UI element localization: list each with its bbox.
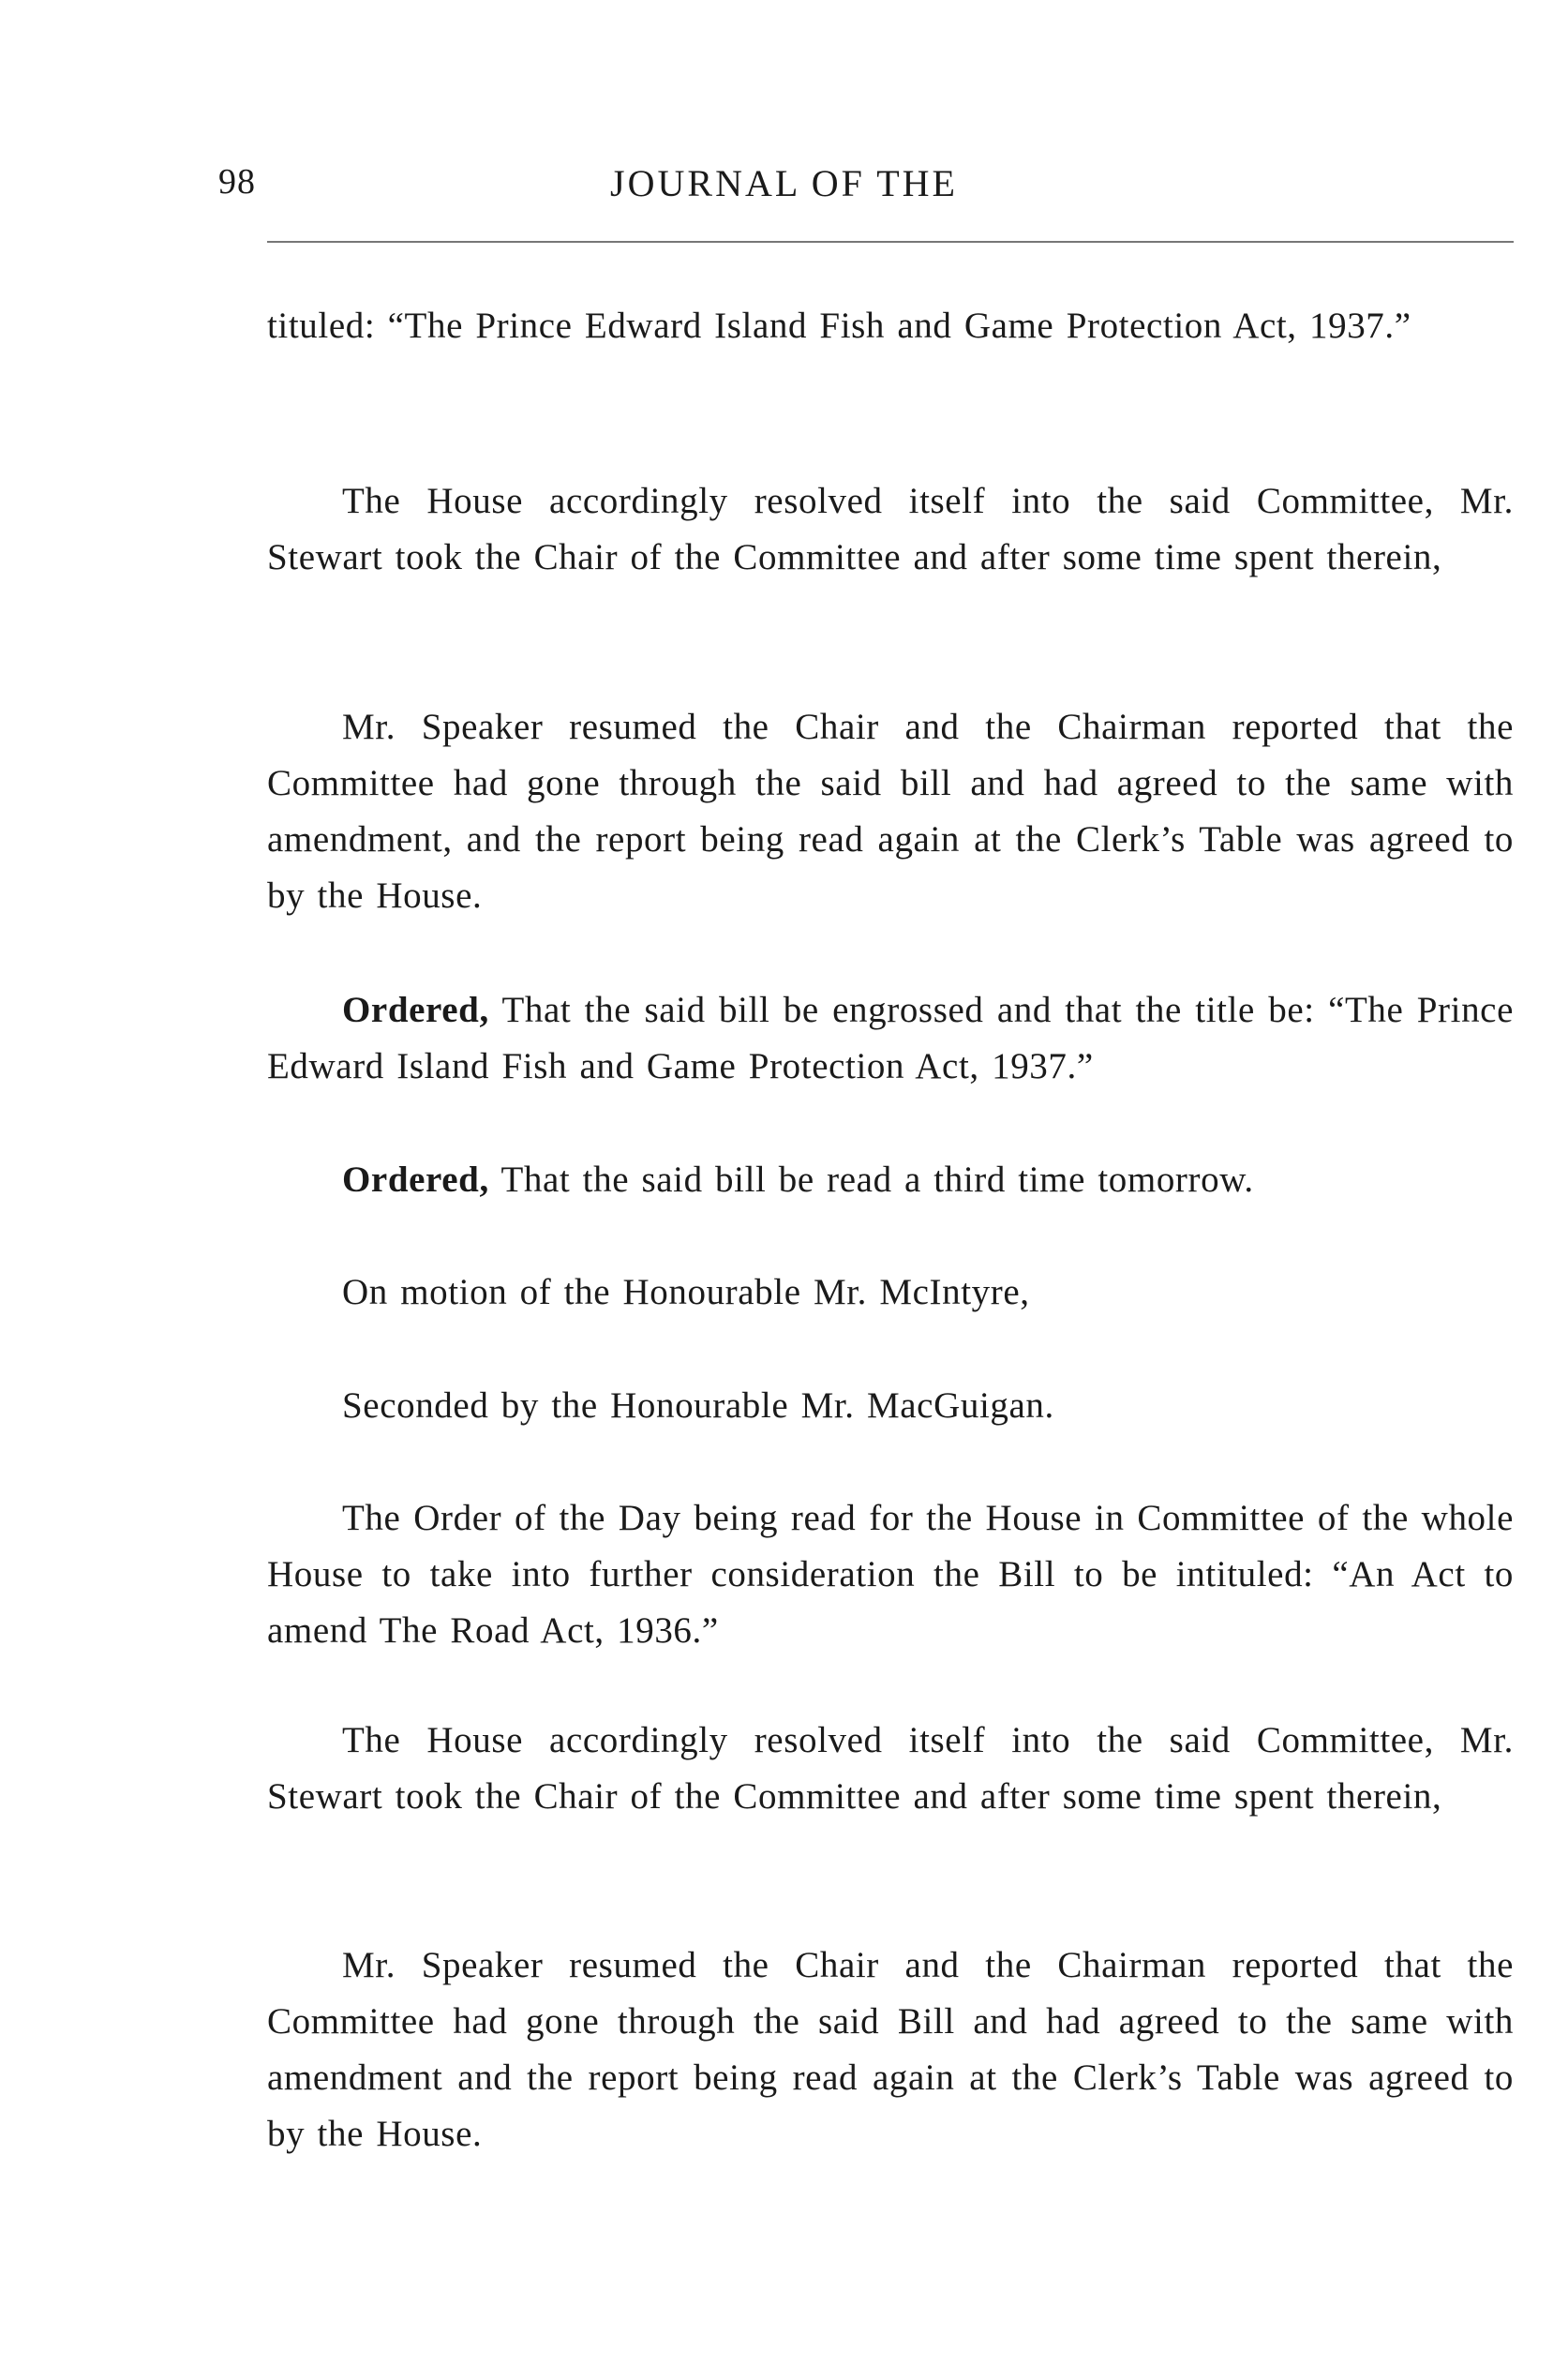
paragraph-text: Seconded by the Honourable Mr. MacGuigan. [342,1385,1054,1426]
page-number: 98 [218,162,256,202]
ordered-label: Ordered, [342,990,489,1030]
paragraph-text: On motion of the Honourable Mr. McIntyre, [342,1272,1030,1312]
paragraph-ordered-engrossed [267,982,1514,1095]
paragraph-title-continuation [267,298,1514,354]
paragraph-text: That the said bill be engrossed and that the title be: “The Prince Edward Island Fish and Game Protection Act, 1937.” [267,990,1514,1086]
paragraph-seconded [267,1378,1514,1434]
paragraph-text: That the said bill be read a third time tomorrow. [488,1160,1254,1200]
paragraph-committee-resolved [267,473,1514,586]
paragraph-text: The House accordingly resolved itself into the said Committee, Mr. Stewart took the Chair of the Committee and after some time spent therein, [267,1720,1514,1817]
header-rule [267,241,1514,243]
paragraph-text: The House accordingly resolved itself into the said Committee, Mr. Stewart took the Chair of the Committee and after some time spent therein, [267,481,1514,577]
paragraph-text: Mr. Speaker resumed the Chair and the Chairman reported that the Committee had gone through the said Bill and had agreed to the same with amendment and the report being read again at the Clerk’s Table was agreed to by the House. [267,1945,1514,2154]
paragraph-speaker-resumed-2 [267,1938,1514,2162]
ordered-label: Ordered, [342,1160,489,1200]
paragraph-order-of-day [267,1490,1514,1659]
paragraph-text: The Order of the Day being read for the House in Committee of the whole House to take into further consideration the Bill to be intituled: “An Act to amend The Road Act, 1936.” [267,1498,1514,1651]
paragraph-speaker-resumed [267,699,1514,924]
paragraph-text: tituled: “The Prince Edward Island Fish and Game Protection Act, 1937.” [267,306,1411,346]
paragraph-ordered-third-reading [267,1152,1514,1208]
paragraph-committee-resolved-2 [267,1713,1514,1825]
paragraph-motion [267,1264,1514,1321]
paragraph-text: Mr. Speaker resumed the Chair and the Chairman reported that the Committee had gone through the said bill and had agreed to the same with amendment, and the report being read again at the Clerk’s Table was agreed to by the House. [267,707,1514,916]
running-head: JOURNAL OF THE [610,162,958,204]
